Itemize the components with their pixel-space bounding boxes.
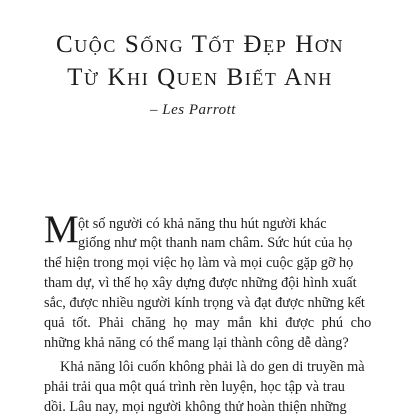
chapter-title-line-2: Từ Khi Quen Biết Anh [67,64,333,91]
paragraph-1-line: sắc, được nhiều người kính trọng và đạt được những kết [44,295,365,311]
paragraph-1-line: giống như một thanh nam châm. Sức hút của họ [78,235,353,251]
chapter-author: – Les Parrott [150,102,236,118]
paragraph-1-line: tham dự, vì thế họ xây dựng được những đội hình xuất [44,275,357,291]
paragraph-1-line: thể hiện trong mọi việc họ làm và mọi cuộc gặp gỡ họ [44,255,354,271]
paragraph-1-line: những khả năng có thể mang lại thành công dễ dàng? [44,335,349,351]
paragraph-2-line: phải trải qua một quá trình rèn luyện, học tập và trau [44,379,345,395]
paragraph-1-line: ột số người có khả năng thu hút người khác [78,216,327,232]
paragraph-2-line: Khả năng lôi cuốn không phải là do gen di truyền mà [60,359,365,375]
paragraph-1-line: quả tốt. Phải chăng họ may mắn khi được phú cho [44,315,372,331]
drop-cap-letter: M [44,208,79,251]
chapter-title-line-1: Cuộc Sống Tốt Đẹp Hơn [55,31,345,58]
paragraph-2-line: dồi. Lâu nay, mọi người không thử hoàn thiện những [44,399,347,415]
